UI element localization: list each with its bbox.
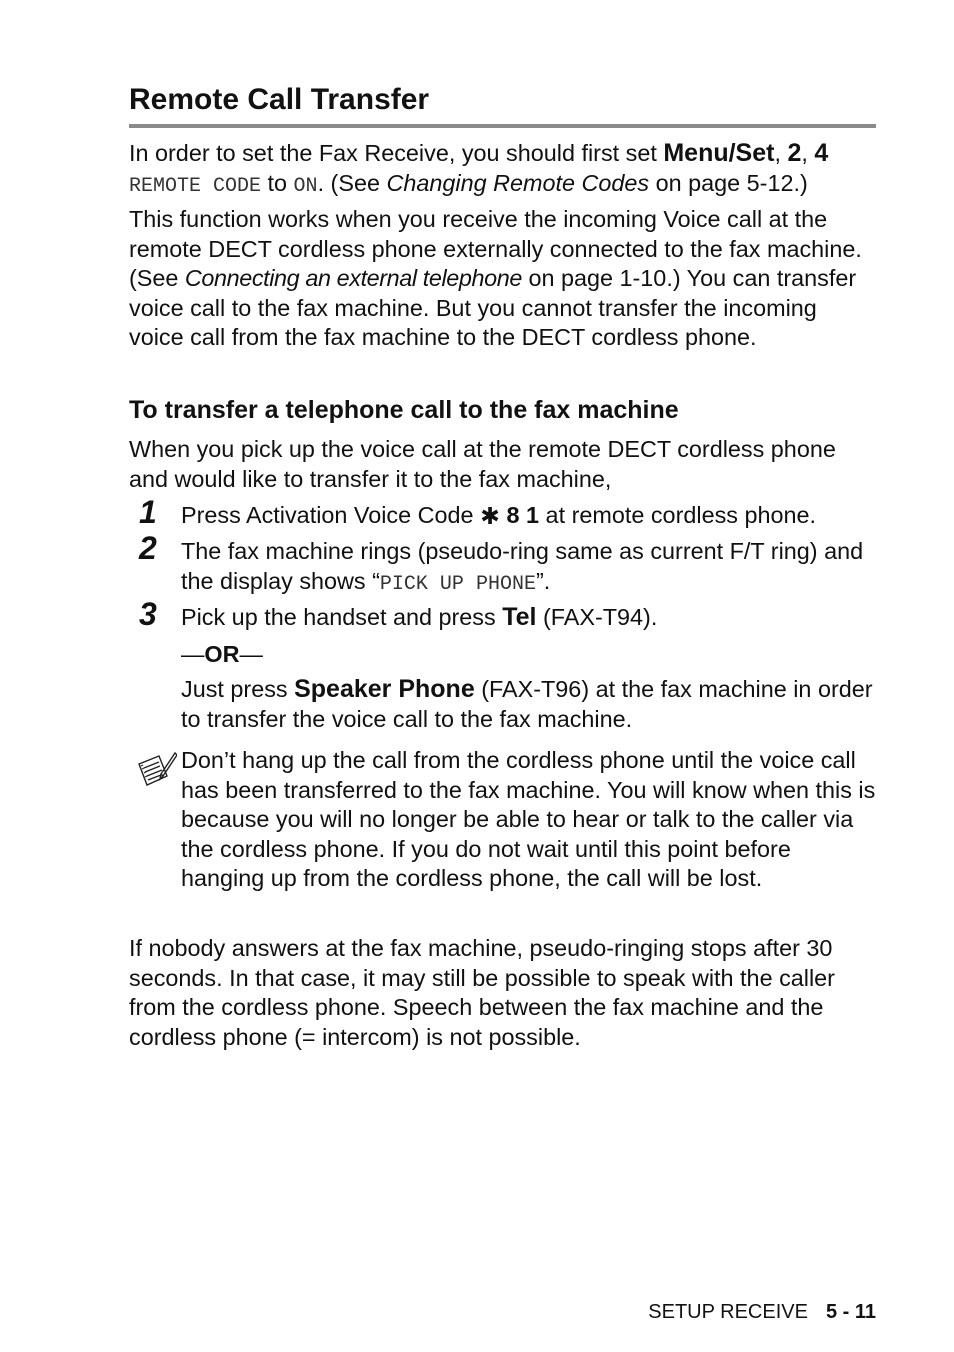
footer-page-number: 5 - 11 <box>825 1301 876 1323</box>
footer-section: SETUP RECEIVE <box>648 1301 808 1323</box>
step-1-text-1: Press Activation Voice Code <box>181 502 481 528</box>
step-number-1: 1 <box>139 494 157 530</box>
page-title: Remote Call Transfer <box>129 83 430 116</box>
or-dash-right: — <box>239 641 263 667</box>
intro-sep-2: , <box>801 140 815 166</box>
step-number-3: 3 <box>139 596 157 632</box>
intro-text-1: In order to set the Fax Receive, you should first set <box>129 140 664 166</box>
page-footer <box>648 1298 876 1326</box>
step-2-text-1: The fax machine rings (pseudo-ring same as current F/T ring) and the display shows “ <box>181 538 864 594</box>
or-word: OR <box>204 641 240 667</box>
key-2: 2 <box>787 139 802 167</box>
speaker-phone-key: Speaker Phone <box>294 675 475 703</box>
intro-sep-1: , <box>774 140 788 166</box>
changing-remote-codes-ref: Changing Remote Codes <box>386 169 650 196</box>
tel-key: Tel <box>502 603 537 631</box>
activation-code: 8 1 <box>500 502 540 528</box>
intro-text-4: on page 5-12.) <box>649 169 808 196</box>
step-2-text <box>181 537 876 599</box>
step-2-text-2: ”. <box>535 567 551 594</box>
intro-paragraph <box>129 139 876 201</box>
section-subheading: To transfer a telephone call to the fax machine <box>129 396 679 424</box>
function-paragraph <box>129 205 876 353</box>
step-number-2: 2 <box>139 530 157 566</box>
step-3-text-1: Pick up the handset and press <box>181 604 503 630</box>
step-3-text <box>181 603 876 633</box>
alt-text-1: Just press <box>181 676 295 702</box>
intro-text-3: . (See <box>317 169 387 196</box>
on-display: ON <box>293 174 318 198</box>
remote-code-display: REMOTE CODE <box>129 174 262 198</box>
or-dash-left: — <box>181 641 205 667</box>
function-text-1: This function works when you receive the incoming Voice call at the remote DECT cordless phone externally connected to the fax machine. (See <box>129 206 862 292</box>
closing-paragraph: If nobody answers at the fax machine, pseudo-ringing stops after 30 seconds. In that case, it may still be possible to speak with the caller from the cordless phone. Speech between the fax machine and the cordless phone (= intercom) is not possible. <box>129 935 835 1050</box>
pick-up-phone-display: PICK UP PHONE <box>379 572 536 596</box>
function-text-2: on page 1-10.) You can transfer voice call to the fax machine. But you cannot transfer the incoming voice call from the fax machine to the DECT cordless phone. <box>129 265 857 351</box>
title-rule <box>129 124 876 128</box>
lead-paragraph: When you pick up the voice call at the remote DECT cordless phone and would like to transfer it to the fax machine, <box>129 436 836 492</box>
external-telephone-ref: Connecting an external telephone <box>184 265 522 292</box>
intro-text-2: to <box>261 169 294 196</box>
note-pad-pencil-icon <box>135 750 177 790</box>
alt-text-2: (FAX-T96) at the fax machine in order to transfer the voice call to the fax machine. <box>181 676 873 732</box>
menu-set-key: Menu/Set <box>663 139 775 167</box>
step-3-text-2: (FAX-T94). <box>536 604 658 630</box>
step-1-text-2: at remote cordless phone. <box>539 502 817 528</box>
or-separator <box>181 640 876 670</box>
step-1-text <box>181 501 876 532</box>
key-4: 4 <box>814 139 829 167</box>
note-text: Don’t hang up the call from the cordless phone until the voice call has been transferred to the fax machine. You will know when this is because you will no longer be able to hear or talk to the caller via the cordless phone. If you do not wait until this point before hanging up from the cordless phone, the call will be lost. <box>181 747 876 892</box>
alternative-step-text <box>181 675 876 734</box>
star-key-icon: ✱ <box>480 503 500 529</box>
